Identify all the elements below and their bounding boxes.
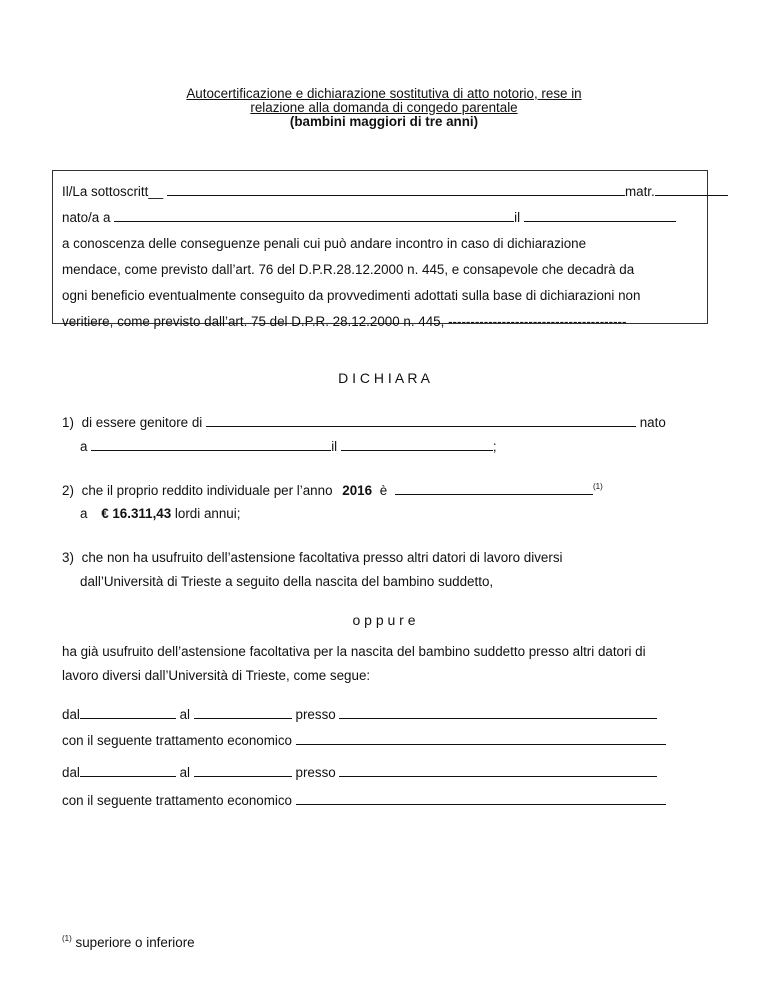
treatment-row-2 — [62, 792, 666, 808]
title-line-2: relazione alla domanda di congedo parentale — [250, 100, 518, 115]
item-1-text: di essere genitore di — [81, 415, 203, 430]
item-2-text-b: è — [379, 483, 388, 498]
birthdate-blank[interactable] — [524, 209, 676, 222]
footnote — [62, 934, 195, 950]
declarant-name-row — [62, 183, 728, 199]
declaration-line-2: mendace, come previsto dall’art. 76 del D.P.R.28.12.2000 n. 445, e consapevole che decadrà da — [62, 262, 635, 277]
matr-blank[interactable] — [655, 183, 728, 196]
item-1-end: ; — [492, 439, 497, 454]
footnote-text: superiore o inferiore — [75, 935, 195, 950]
period-2-presso: presso — [295, 765, 336, 780]
item-2-line-2 — [80, 506, 240, 521]
birth-il-label: il — [514, 210, 521, 225]
period-2-dal: dal — [62, 765, 80, 780]
period-row-2 — [62, 764, 657, 780]
oppure-heading: o p p u r e — [352, 612, 416, 628]
item-2-amount: € 16.311,43 — [101, 506, 172, 521]
period-1-to-blank[interactable] — [194, 706, 292, 719]
alternative-line-1: ha già usufruito dell’astensione facoltativa per la nascita del bambino suddetto presso altri datori di — [62, 644, 646, 659]
item-2-line-1 — [62, 482, 603, 498]
item-1-nato: nato — [639, 415, 666, 430]
item-2-note-mark: (1) — [592, 482, 603, 491]
item-1-il: il — [331, 439, 338, 454]
item-2-text-a: che il proprio reddito individuale per l’anno — [81, 483, 333, 498]
item-1-line-1 — [62, 414, 666, 430]
period-1-al: al — [179, 707, 191, 722]
item-2-a: a — [80, 506, 88, 521]
title-line-1: Autocertificazione e dichiarazione sostitutiva di atto notorio, rese in — [186, 86, 582, 101]
title-line-3: (bambini maggiori di tre anni) — [289, 114, 479, 129]
item-3-line-1 — [62, 550, 563, 565]
nato-label: nato/a a — [62, 210, 111, 225]
item-3-number: 3) — [62, 550, 74, 565]
item-3-line-2: dall’Università di Trieste a seguito della nascita del bambino suddetto, — [80, 574, 494, 589]
item-2-number: 2) — [62, 483, 74, 498]
name-blank[interactable] — [167, 183, 625, 196]
item-1-line-2 — [80, 438, 497, 454]
period-2-employer-blank[interactable] — [339, 764, 657, 777]
birthplace-blank[interactable] — [114, 209, 514, 222]
treatment-1-blank[interactable] — [296, 732, 666, 745]
treatment-1-label: con il seguente trattamento economico — [62, 733, 293, 748]
item-1-a: a — [80, 439, 88, 454]
period-1-from-blank[interactable] — [80, 706, 176, 719]
footnote-mark: (1) — [62, 934, 72, 943]
declaration-line-4-text: veritiere, come previsto dall’art. 75 del D.P.R. 28.12.2000 n. 445, — [62, 314, 445, 329]
period-2-to-blank[interactable] — [194, 764, 292, 777]
declaration-line-1: a conoscenza delle conseguenze penali cui può andare incontro in caso di dichiarazione — [62, 236, 587, 251]
alternative-line-2: lavoro diversi dall’Università di Trieste, come segue: — [62, 668, 371, 683]
child-birthplace-blank[interactable] — [91, 438, 331, 451]
period-1-presso: presso — [295, 707, 336, 722]
item-3-text-1: che non ha usufruito dell’astensione facoltativa presso altri datori di lavoro diversi — [81, 550, 563, 565]
child-name-blank[interactable] — [206, 414, 636, 427]
income-blank[interactable] — [395, 482, 593, 495]
treatment-2-blank[interactable] — [296, 792, 666, 805]
declaration-dashes: ---------------------------------------- — [448, 314, 627, 329]
period-1-employer-blank[interactable] — [339, 706, 657, 719]
sottoscritto-label: Il/La sottoscritt__ — [62, 184, 164, 199]
child-birthdate-blank[interactable] — [341, 438, 493, 451]
declaration-line-3: ogni beneficio eventualmente conseguito da provvedimenti adottati sulla base di dichiarazioni non — [62, 288, 641, 303]
period-2-from-blank[interactable] — [80, 764, 176, 777]
period-2-al: al — [179, 765, 191, 780]
item-2-year: 2016 — [342, 483, 373, 498]
dichiara-heading: D I C H I A R A — [338, 370, 430, 386]
period-1-dal: dal — [62, 707, 80, 722]
item-1-number: 1) — [62, 415, 74, 430]
declaration-line-4 — [62, 314, 626, 329]
birth-row — [62, 209, 676, 225]
matr-label: matr. — [624, 184, 655, 199]
period-row-1 — [62, 706, 657, 722]
treatment-2-label: con il seguente trattamento economico — [62, 793, 293, 808]
treatment-row-1 — [62, 732, 666, 748]
item-2-tail: lordi annui; — [174, 506, 241, 521]
